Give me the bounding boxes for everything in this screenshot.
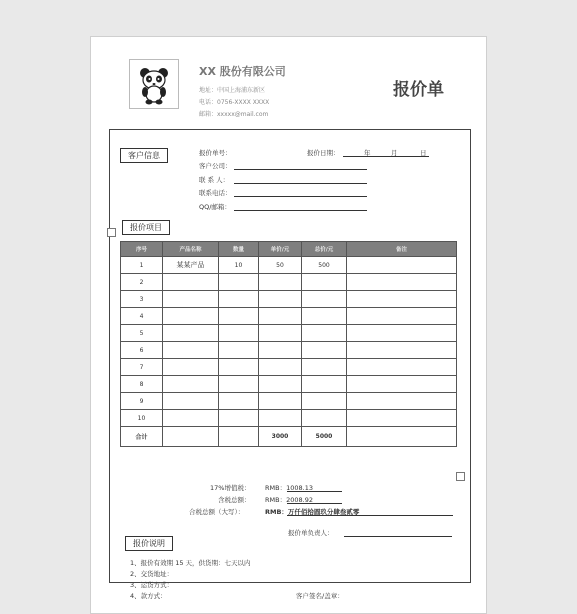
total-upper-value: RMB：万仟佰拾圆玖分肆叁贰零 [265, 508, 360, 516]
contact-phone-label: 联系电话： [199, 189, 232, 197]
qq-email-field[interactable] [234, 210, 367, 211]
document-page [90, 36, 487, 614]
table-cell[interactable]: 500 [302, 257, 347, 274]
vat-label: 17%增值税： [210, 484, 251, 492]
total-upper-underline [287, 515, 453, 516]
table-cell[interactable] [219, 410, 259, 427]
table-row [121, 342, 457, 359]
table-cell[interactable] [219, 342, 259, 359]
vat-value: RMB：1008.13 [265, 484, 313, 492]
contact-person-label: 联 系 人： [199, 176, 230, 184]
table-cell[interactable] [163, 291, 219, 308]
table-cell[interactable] [347, 376, 457, 393]
table-cell[interactable] [163, 308, 219, 325]
tax-total-value: RMB：2008.92 [265, 496, 313, 504]
table-cell[interactable]: 10 [121, 410, 163, 427]
table-cell[interactable]: 2 [121, 274, 163, 291]
table-row [121, 376, 457, 393]
document-title: 报价单 [393, 80, 444, 100]
quote-number-label: 报价单号： [199, 149, 232, 157]
quote-date-line [343, 156, 429, 157]
table-resize-handle-icon[interactable] [456, 472, 465, 481]
tax-total-underline [287, 503, 342, 504]
column-header: 数量 [219, 242, 259, 257]
table-cell[interactable]: 4 [121, 308, 163, 325]
total-upper-label: 合税总额（大写）： [189, 508, 245, 516]
table-cell[interactable] [219, 291, 259, 308]
table-cell[interactable] [163, 325, 219, 342]
table-cell[interactable] [259, 393, 302, 410]
qq-email-label: QQ/邮箱： [199, 203, 231, 211]
table-cell[interactable] [259, 376, 302, 393]
table-move-handle-icon[interactable] [107, 228, 116, 237]
table-cell[interactable]: 10 [219, 257, 259, 274]
table-cell[interactable]: 8 [121, 376, 163, 393]
tax-total-label: 含税总额： [218, 496, 251, 504]
note-line: 2、交货地址： [130, 570, 174, 578]
table-cell[interactable] [302, 410, 347, 427]
total-row [121, 427, 457, 447]
owner-signature-field[interactable] [344, 536, 452, 537]
table-cell[interactable]: 5 [121, 325, 163, 342]
table-cell[interactable] [219, 376, 259, 393]
vat-underline [287, 491, 342, 492]
column-header: 序号 [121, 242, 163, 257]
table-cell[interactable] [163, 342, 219, 359]
table-cell[interactable] [259, 410, 302, 427]
table-cell[interactable] [302, 342, 347, 359]
column-header: 单价/元 [259, 242, 302, 257]
table-cell[interactable]: 9 [121, 393, 163, 410]
table-cell[interactable] [163, 376, 219, 393]
date-year-label: 年 [364, 149, 371, 157]
table-cell[interactable] [347, 274, 457, 291]
table-row [121, 308, 457, 325]
table-cell[interactable] [163, 359, 219, 376]
table-cell[interactable]: 50 [259, 257, 302, 274]
table-cell[interactable]: 5000 [302, 427, 347, 447]
table-cell[interactable] [219, 393, 259, 410]
table-row [121, 393, 457, 410]
table-cell[interactable] [219, 274, 259, 291]
items-section-label: 报价项目 [122, 220, 170, 235]
table-cell[interactable] [347, 325, 457, 342]
table-cell[interactable] [302, 274, 347, 291]
table-row [121, 257, 457, 274]
date-month-label: 月 [391, 149, 398, 157]
table-header-row [121, 242, 457, 257]
table-cell[interactable]: 6 [121, 342, 163, 359]
table-cell[interactable] [347, 291, 457, 308]
table-cell[interactable]: 某某产品 [163, 257, 219, 274]
note-line: 1、报价有效期 15 天，供货期：七天以内 [130, 559, 251, 567]
table-row [121, 410, 457, 427]
table-cell[interactable] [219, 308, 259, 325]
note-line: 4、款方式： [130, 592, 167, 600]
customer-company-label: 客户公司： [199, 162, 232, 170]
table-row [121, 359, 457, 376]
panda-logo-icon [130, 60, 178, 108]
table-cell[interactable] [302, 325, 347, 342]
table-cell[interactable] [347, 410, 457, 427]
owner-label: 报价单负责人： [288, 529, 334, 537]
table-row [121, 325, 457, 342]
table-cell[interactable] [219, 359, 259, 376]
table-cell[interactable] [302, 308, 347, 325]
table-row [121, 291, 457, 308]
table-cell[interactable]: 合计 [121, 427, 163, 447]
table-cell[interactable] [259, 291, 302, 308]
quote-items-table [120, 241, 457, 447]
customer-section-label: 客户信息 [120, 148, 168, 163]
contact-person-field[interactable] [234, 183, 367, 184]
table-cell[interactable] [302, 359, 347, 376]
table-cell[interactable] [163, 427, 219, 447]
customer-company-field[interactable] [234, 169, 367, 170]
company-logo [129, 59, 179, 109]
table-cell[interactable] [302, 291, 347, 308]
column-header: 产品名称 [163, 242, 219, 257]
note-line: 3、运货方式： [130, 581, 174, 589]
table-cell[interactable] [259, 274, 302, 291]
table-cell[interactable] [347, 308, 457, 325]
table-cell[interactable] [219, 427, 259, 447]
table-cell[interactable] [259, 325, 302, 342]
company-phone: 电话：0756-XXXX XXXX [199, 99, 270, 106]
table-cell[interactable]: 1 [121, 257, 163, 274]
customer-signature-label: 客户签名/盖章： [296, 592, 344, 600]
quote-frame [109, 129, 471, 600]
table-cell[interactable] [302, 376, 347, 393]
table-cell[interactable] [347, 257, 457, 274]
table-cell[interactable]: 3 [121, 291, 163, 308]
table-cell[interactable] [347, 393, 457, 410]
company-address: 地址：中国上海浦东新区 [199, 87, 266, 94]
date-day-label: 日 [420, 149, 427, 157]
table-cell[interactable] [259, 342, 302, 359]
table-cell[interactable] [347, 342, 457, 359]
table-cell[interactable]: 3000 [259, 427, 302, 447]
table-cell[interactable] [163, 274, 219, 291]
company-name: XX 股份有限公司 [199, 65, 286, 78]
column-header: 总价/元 [302, 242, 347, 257]
table-cell[interactable] [163, 393, 219, 410]
notes-section-label: 报价说明 [125, 536, 173, 551]
company-email: 邮箱：xxxxx@mail.com [199, 111, 269, 118]
table-cell[interactable] [302, 393, 347, 410]
table-cell[interactable]: 7 [121, 359, 163, 376]
table-cell[interactable] [219, 325, 259, 342]
table-cell[interactable] [259, 308, 302, 325]
contact-phone-field[interactable] [234, 196, 367, 197]
quote-date-label: 报价日期： [307, 149, 340, 157]
table-cell[interactable] [347, 359, 457, 376]
table-cell[interactable] [347, 427, 457, 447]
table-cell[interactable] [259, 359, 302, 376]
column-header: 备注 [347, 242, 457, 257]
table-row [121, 274, 457, 291]
table-cell[interactable] [163, 410, 219, 427]
